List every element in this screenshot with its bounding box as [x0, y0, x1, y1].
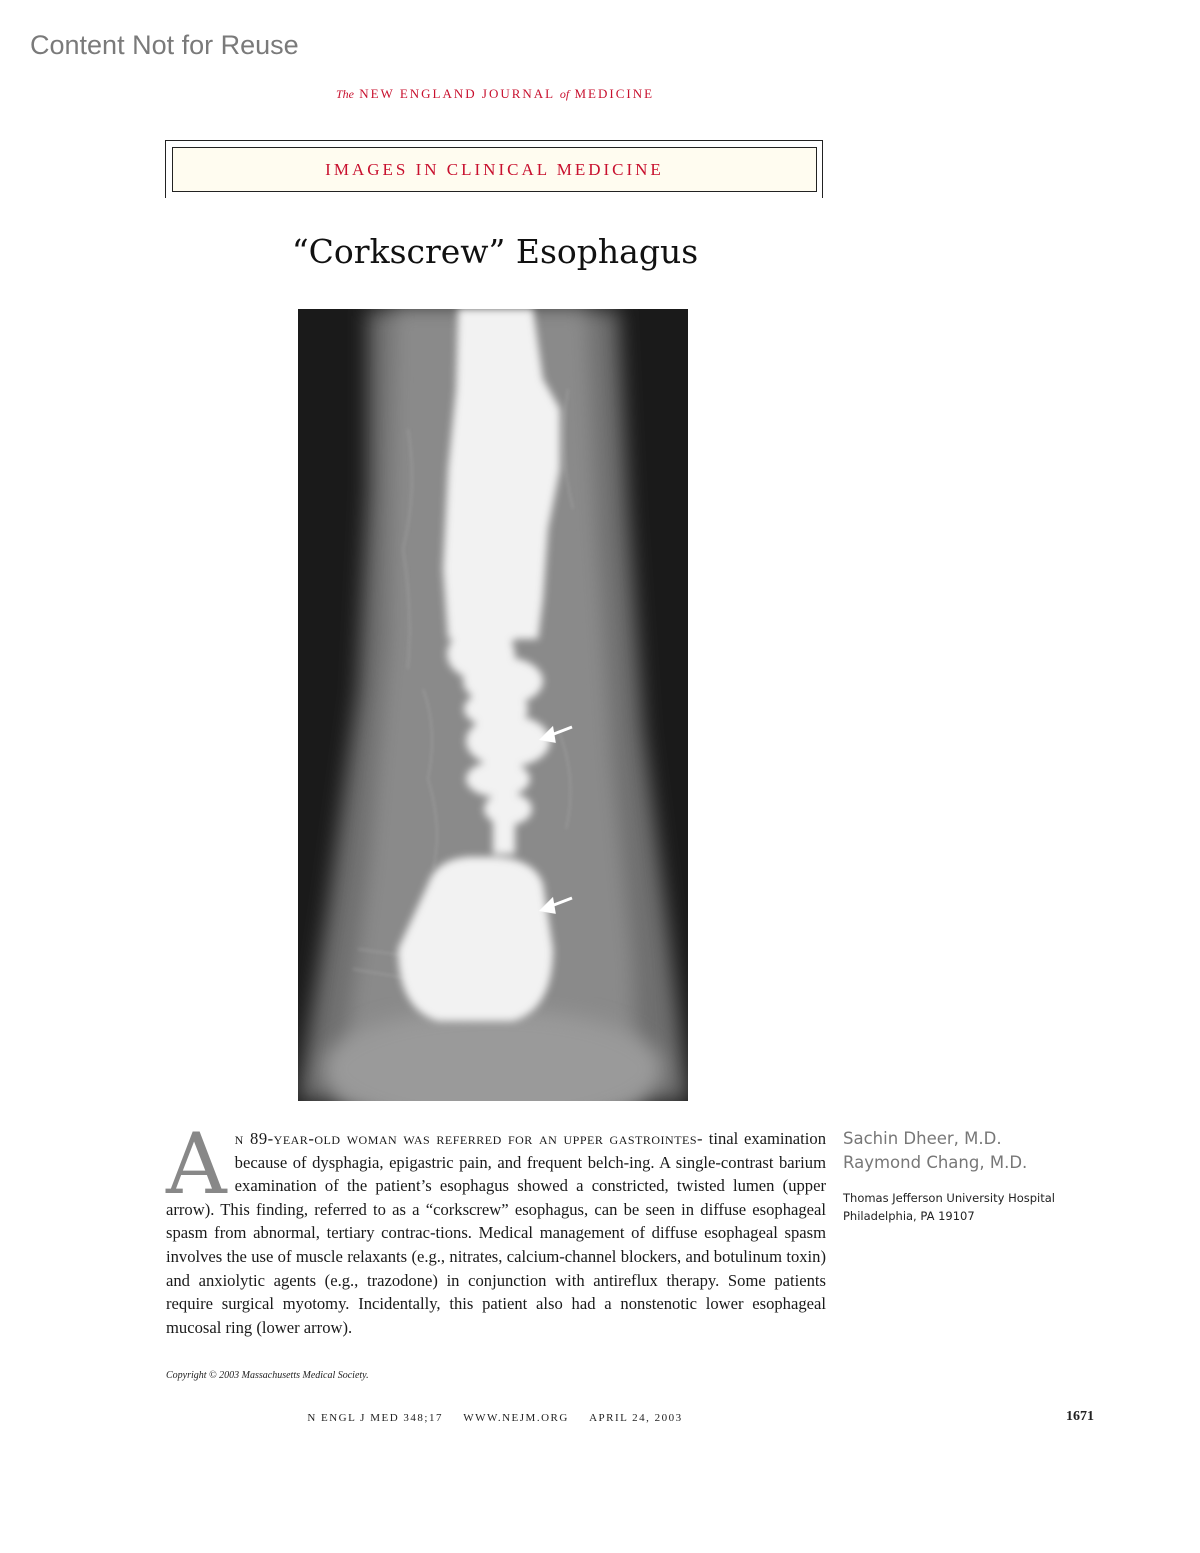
author-list	[843, 1127, 1027, 1175]
article-body	[166, 1115, 826, 1339]
page-footer	[0, 1412, 990, 1424]
article-paragraph: tinal examination because of dysphagia, epigastric pain, and frequent belch-ing. A single-contrast barium examination of the patient’s esophagus showed a constricted, twisted lumen (upper arrow). This finding, referred to as a “corkscrew” esophagus, can be seen in diffuse esophageal spasm from abnormal, tertiary contrac-tions. Medical management of diffuse esophageal spasm involves the use of muscle relaxants (e.g., nitrates, calcium-channel blockers, and botulinum toxin) and anxiolytic agents (e.g., trazodone) in conjunction with antireflux therapy. Some patients require surgical myotomy. Incidentally, this patient also had a nonstenotic lower esophageal mucosal ring (lower arrow).	[166, 1129, 826, 1337]
journal-name-b: MEDICINE	[574, 86, 655, 101]
author-name: Sachin Dheer, M.D.	[843, 1129, 1002, 1148]
xray-figure	[298, 309, 688, 1101]
affiliation-line: Philadelphia, PA 19107	[843, 1209, 975, 1223]
footer-website: WWW.NEJM.ORG	[463, 1412, 569, 1424]
author-name: Raymond Chang, M.D.	[843, 1153, 1028, 1172]
article-lead: n 89-year-old woman was referred for an upper gastrointes-	[234, 1129, 704, 1148]
journal-masthead	[0, 86, 990, 102]
footer-date: APRIL 24, 2003	[589, 1412, 683, 1424]
journal-of: of	[559, 87, 570, 101]
page-number: 1671	[1066, 1409, 1094, 1424]
affiliation-line: Thomas Jefferson University Hospital	[843, 1191, 1055, 1205]
journal-the: The	[335, 87, 354, 101]
affiliation	[843, 1189, 1055, 1225]
drop-cap: A	[166, 1115, 227, 1213]
watermark: Content Not for Reuse	[30, 30, 299, 60]
copyright: Copyright © 2003 Massachusetts Medical Society.	[166, 1370, 369, 1381]
section-label: IMAGES IN CLINICAL MEDICINE	[172, 147, 817, 192]
journal-name-a: NEW ENGLAND JOURNAL	[359, 86, 555, 101]
esophagram-image	[298, 309, 688, 1101]
article-title: “Corkscrew” Esophagus	[291, 232, 699, 271]
footer-citation: N ENGL J MED 348;17	[307, 1412, 443, 1424]
